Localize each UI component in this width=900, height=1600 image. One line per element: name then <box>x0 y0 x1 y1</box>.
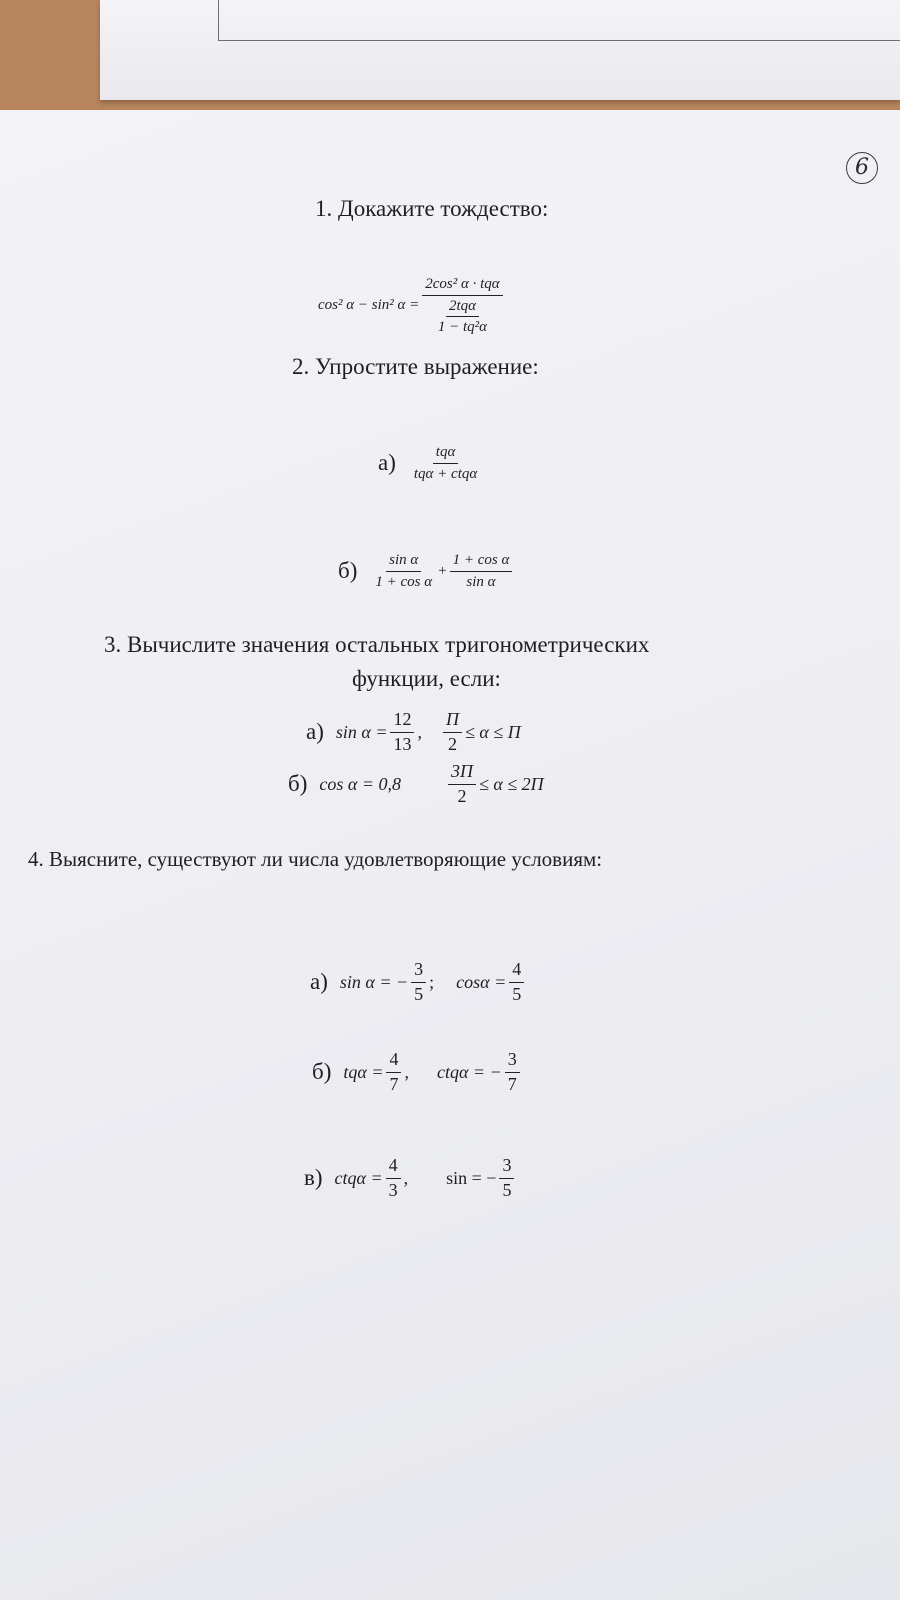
task2-item-a: а) $\frac{\text{tqα}}{\text{tqα + ctqα}}$ <box>378 444 483 482</box>
task4-item-a: а) sin α = − $\frac{3}{5}$ ; cosα = $\frac{4}{5}$ <box>310 960 527 1005</box>
task2-a-fraction: $\frac{\text{tqα}}{\text{tqα + ctqα}}$ <box>413 444 478 482</box>
task2-item-b: б) $\frac{\text{sin α}}{\text{1 + cos α}}$ + $\frac{\text{1 + cos α}}{\text{sin α}}$ <box>338 552 515 590</box>
task3-item-a: а) sin α = $\frac{12}{13}$ , $\frac{П}{2}$ ≤ α ≤ П <box>306 709 521 754</box>
task3-heading-line2: функции, если: <box>352 666 501 691</box>
task1-identity <box>318 276 506 336</box>
previous-sheet-frame <box>218 0 900 41</box>
task2-heading: 2. Упростите выражение: <box>292 354 539 379</box>
task4-item-c: в) ctqα = $\frac{4}{3}$ , sin = − $\frac{3}{5}$ <box>304 1156 517 1201</box>
task3-heading-line1: 3. Вычислите значения остальных тригонометрических <box>104 632 650 657</box>
previous-sheet <box>100 0 900 100</box>
task4-heading: 4. Выясните, существуют ли числа удовлетворяющие условиям: <box>28 847 603 871</box>
task1-inner-fraction: $\frac{\text{2tqα}}{\text{1 − tq²α}}$ <box>437 297 488 335</box>
task3-item-b: б) cos α = 0,8 $\frac{3П}{2}$ ≤ α ≤ 2П <box>288 761 544 806</box>
task1-heading: 1. Докажите тождество: <box>315 196 549 221</box>
task2-b-fraction2: $\frac{\text{1 + cos α}}{\text{sin α}}$ <box>450 552 513 590</box>
task4-item-b: б) tqα = $\frac{4}{7}$ , ctqα = − $\frac{3}{7}$ <box>312 1050 523 1095</box>
page-number-circle: 6 <box>846 152 878 184</box>
task2-b-fraction1: $\frac{\text{sin α}}{\text{1 + cos α}}$ <box>375 552 433 590</box>
task1-main-fraction: $\frac{\text{2cos² α · tqα}}{\frac{\text{2tqα}}{\text{1 − tq²α}}}$ <box>422 276 502 336</box>
task1-left-side: cos² α − sin² α = <box>318 297 420 314</box>
